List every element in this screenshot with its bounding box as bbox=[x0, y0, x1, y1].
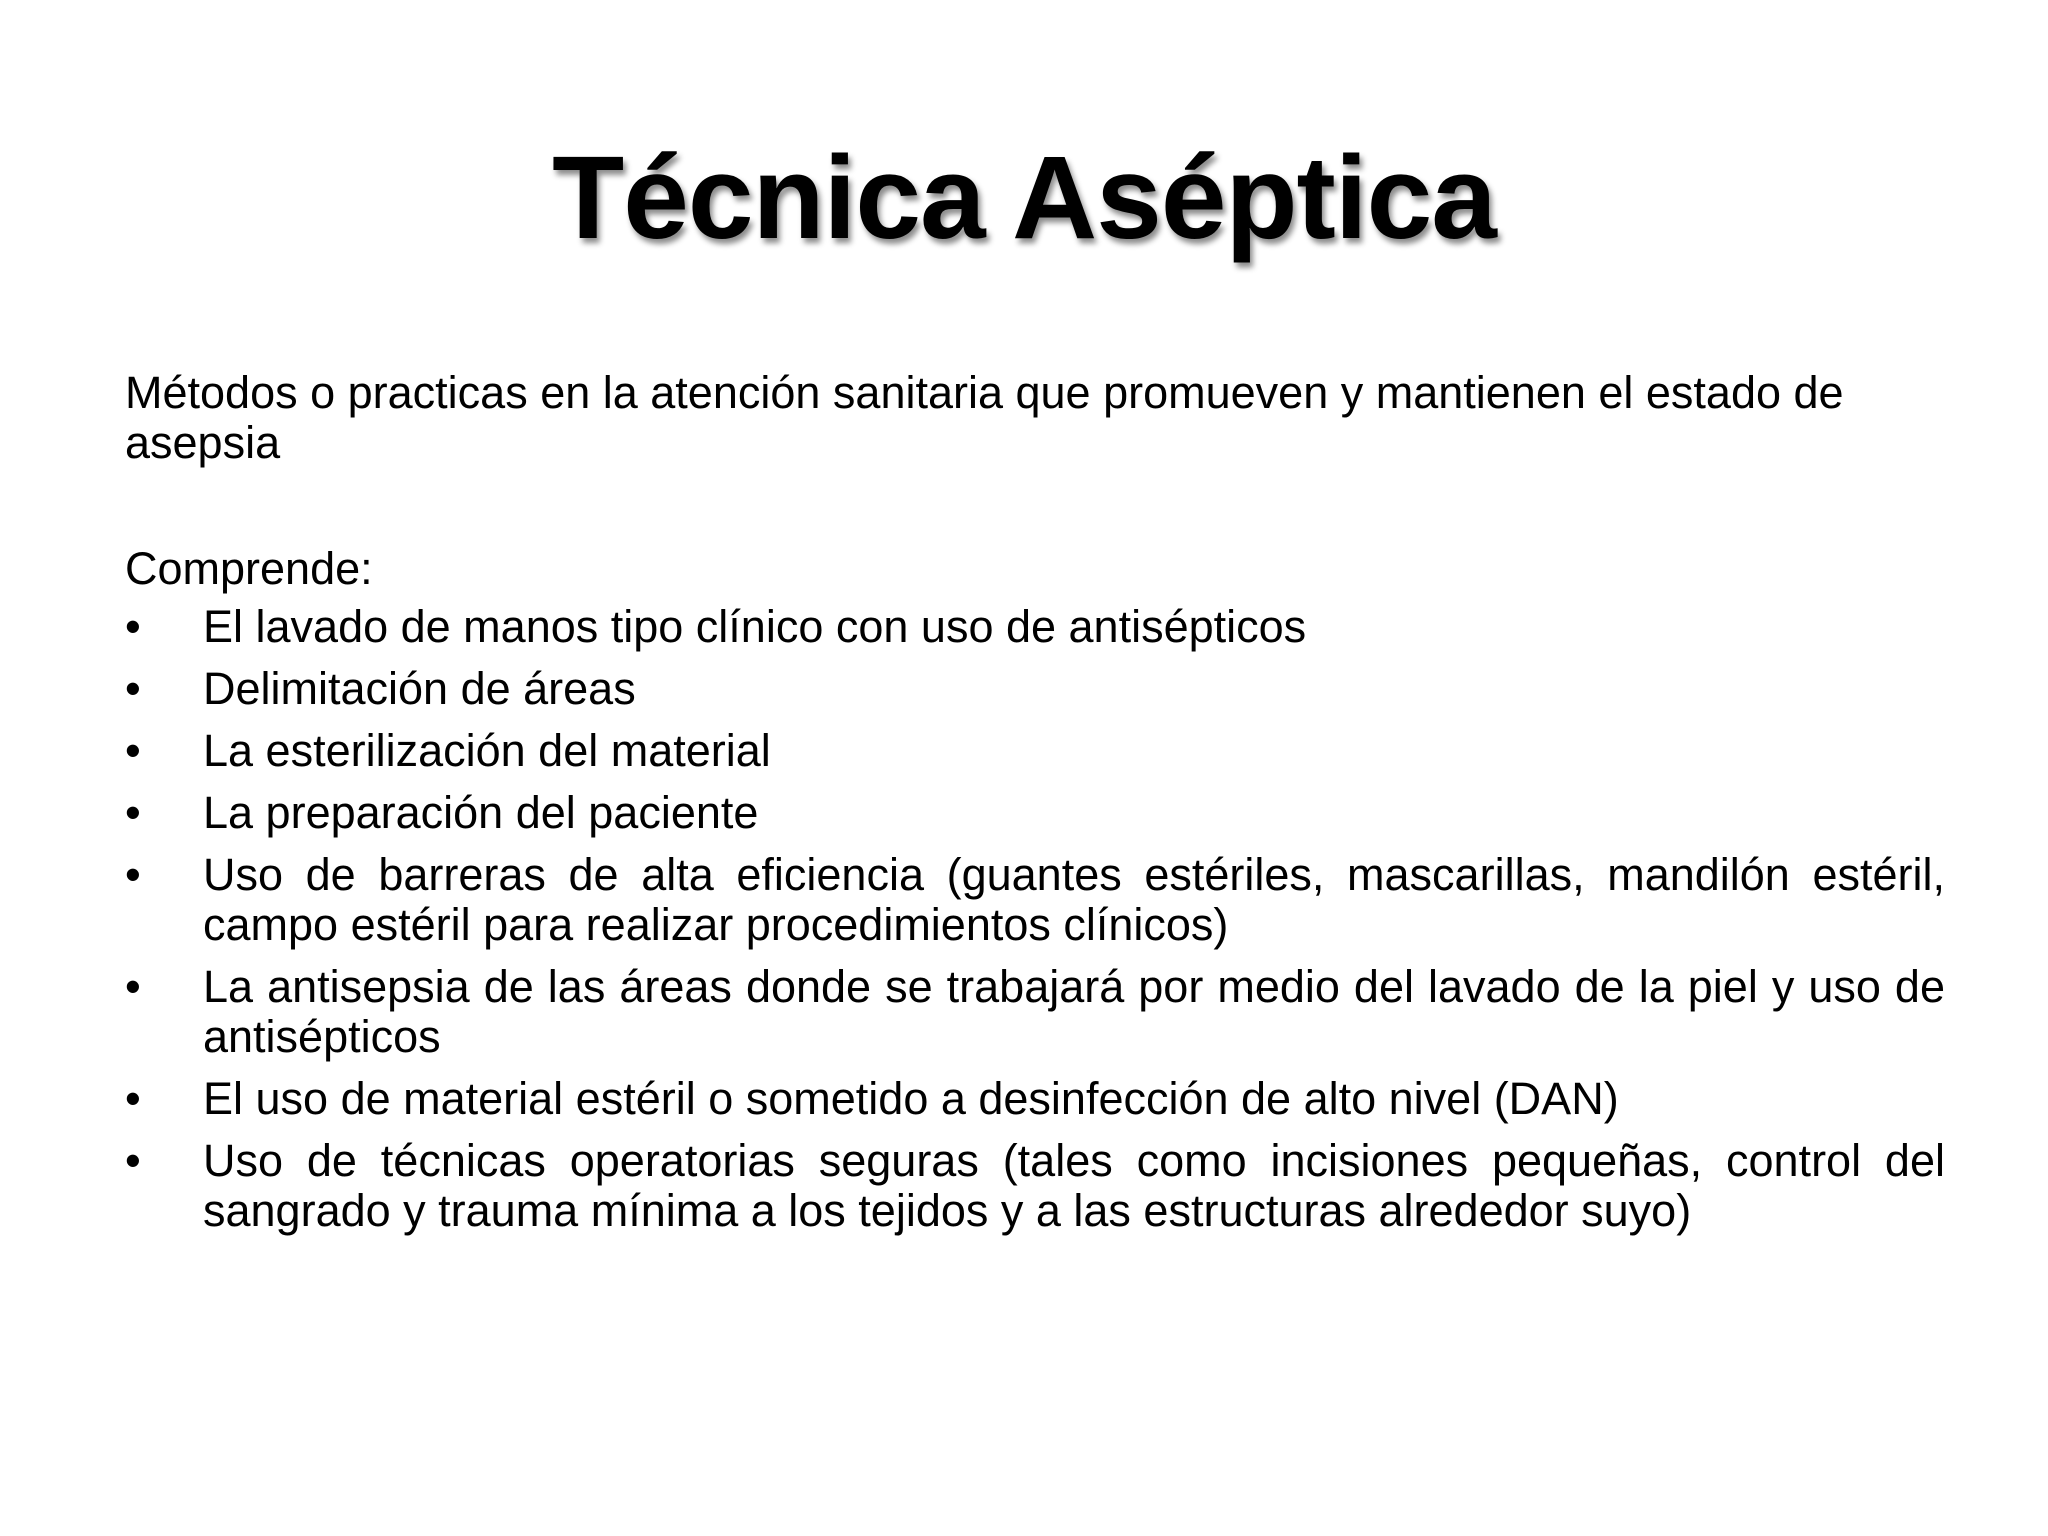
list-item bbox=[125, 962, 1945, 1062]
list-item bbox=[125, 1136, 1945, 1236]
bullet-icon: • bbox=[125, 787, 141, 838]
bullet-icon: • bbox=[125, 663, 141, 714]
list-item-text: La esterilización del material bbox=[203, 725, 771, 776]
slide-body bbox=[125, 368, 1945, 1248]
list-item bbox=[125, 602, 1945, 652]
bullet-icon: • bbox=[125, 601, 141, 652]
bullet-icon: • bbox=[125, 1135, 141, 1186]
list-item-text: El uso de material estéril o sometido a desinfección de alto nivel (DAN) bbox=[203, 1073, 1619, 1124]
bullet-list bbox=[125, 602, 1945, 1236]
list-item bbox=[125, 664, 1945, 714]
list-item-text: Uso de barreras de alta eficiencia (guantes estériles, mascarillas, mandilón estéril, campo estéril para realizar procedimientos clínicos) bbox=[203, 849, 1945, 950]
list-item bbox=[125, 850, 1945, 950]
list-item bbox=[125, 726, 1945, 776]
list-item-text: La preparación del paciente bbox=[203, 787, 759, 838]
list-item bbox=[125, 788, 1945, 838]
list-item bbox=[125, 1074, 1945, 1124]
list-item-text: Delimitación de áreas bbox=[203, 663, 636, 714]
bullet-icon: • bbox=[125, 725, 141, 776]
slide-title: Técnica Aséptica bbox=[552, 132, 1496, 264]
bullet-icon: • bbox=[125, 849, 141, 900]
intro-paragraph: Métodos o practicas en la atención sanitaria que promueven y mantienen el estado de asepsia bbox=[125, 367, 1844, 468]
list-item-text: El lavado de manos tipo clínico con uso de antisépticos bbox=[203, 601, 1307, 652]
bullet-icon: • bbox=[125, 961, 141, 1012]
list-item-text: La antisepsia de las áreas donde se trabajará por medio del lavado de la piel y uso de antisépticos bbox=[203, 961, 1945, 1062]
bullet-icon: • bbox=[125, 1073, 141, 1124]
lead-label: Comprende: bbox=[125, 543, 373, 594]
list-item-text: Uso de técnicas operatorias seguras (tales como incisiones pequeñas, control del sangrado y trauma mínima a los tejidos y a las estructuras alrededor suyo) bbox=[203, 1135, 1945, 1236]
